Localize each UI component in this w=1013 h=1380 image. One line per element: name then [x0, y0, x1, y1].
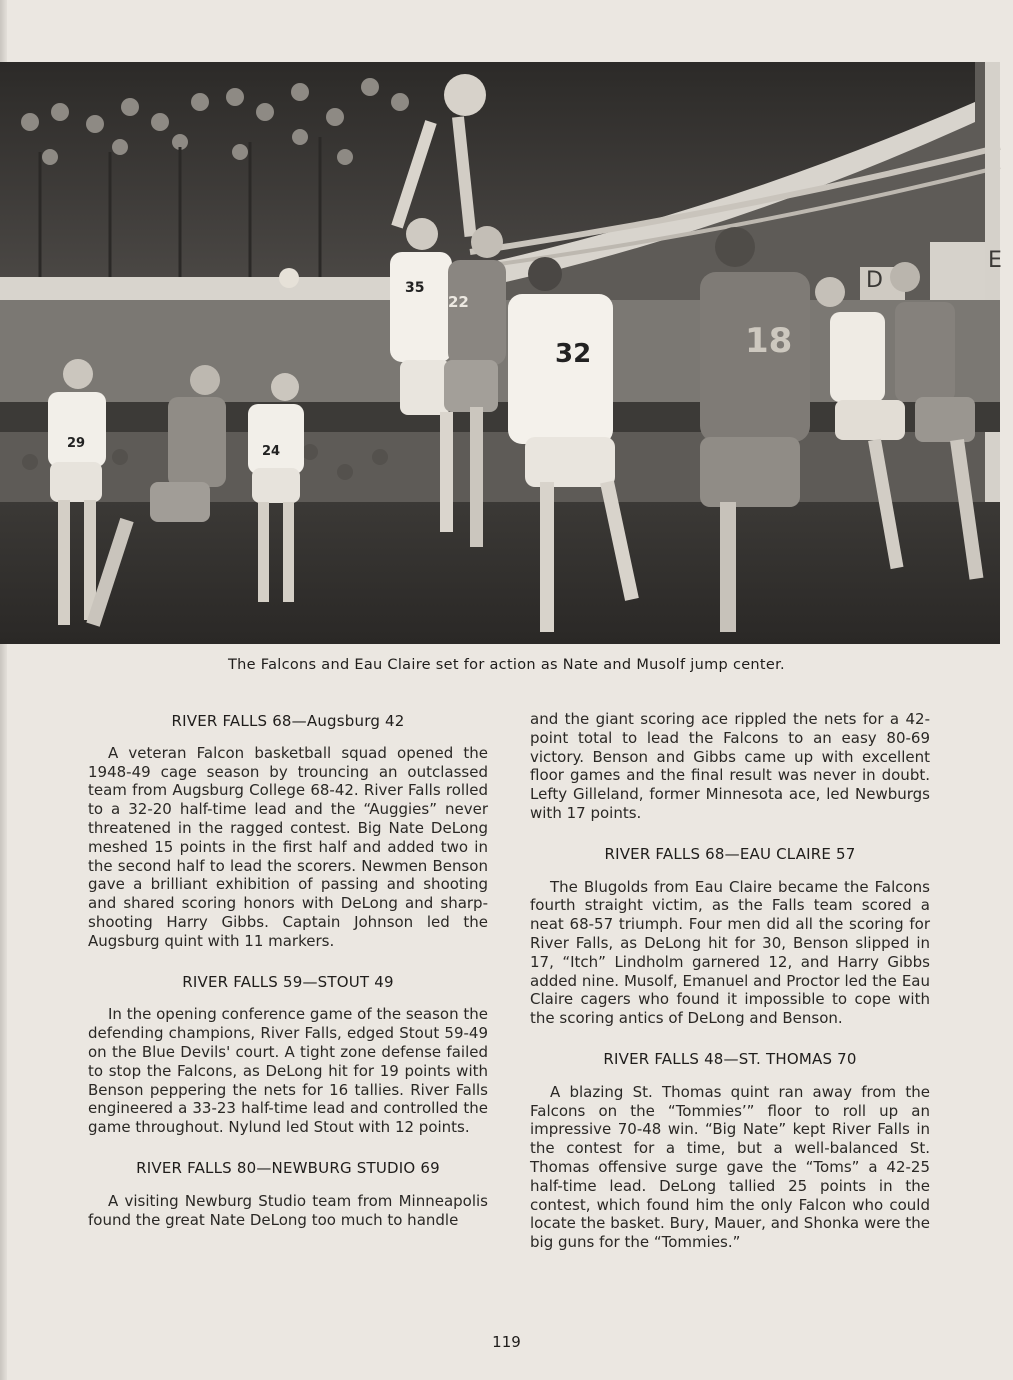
jersey-number-18: 18 [745, 321, 793, 361]
headline-eau-claire: RIVER FALLS 68—EAU CLAIRE 57 [604, 844, 856, 863]
jersey-number-22: 22 [448, 293, 469, 311]
article-st-thomas: A blazing St. Thomas quint ran away from the Falcons on the “Tommies’” floor to roll up an impressive 70-48 win. “Big Nate” kept River Falls in the contest for a time, but a well-balanced St. Thomas offensive surge gave the “Toms” a 42-25 half-time lead. DeLong tallied 25 points in the contest, which found him the only Falcon who could locate the basket. Bury, Mauer, and Shonka were the big guns for the “Tommies.” [530, 1082, 930, 1252]
jersey-number-35: 35 [405, 280, 425, 296]
basketball-game-photo [0, 62, 1000, 644]
article-newburg-studio-start: A visiting Newburg Studio team from Minneapolis found the great Nate DeLong too much to handle [88, 1191, 488, 1229]
left-column [88, 708, 488, 1251]
photo-caption: The Falcons and Eau Claire set for action as Nate and Musolf jump center. [228, 657, 785, 673]
headline-augsburg: RIVER FALLS 68—Augsburg 42 [171, 712, 405, 730]
wall-letter-d: D [866, 268, 883, 293]
article-eau-claire: The Blugolds from Eau Claire became the Falcons fourth straight victim, as the Falls team scored a neat 68-57 triumph. Four men did all the scoring for River Falls, as DeLong hit for 30, Benson slipped in 17, “Itch” Lindholm garnered 12, and Harry Gibbs added nine. Musolf, Emanuel and Proctor led the Eau Claire cagers who found it impossible to cope with the scoring antics of DeLong and Benson. [530, 877, 930, 1028]
wall-letter-e: E [988, 248, 1002, 273]
right-column [530, 710, 930, 1274]
headline-stout: RIVER FALLS 59—STOUT 49 [182, 972, 394, 991]
headline-newburg-studio: RIVER FALLS 80—NEWBURG STUDIO 69 [136, 1158, 440, 1177]
article-augsburg: A veteran Falcon basketball squad opened the 1948-49 cage season by trouncing an outclassed team from Augsburg College 68-42. River Falls rolled to a 32-20 half-time lead and the “Auggies” never threatened in the ragged contest. Big Nate DeLong meshed 15 points in the first half and added two in the second half to lead the scorers. Newmen Benson gave a brilliant exhibition of passing and shooting and shared scoring honors with DeLong and sharp-shooting Harry Gibbs. Captain Johnson led the Augsburg quint with 11 markers. [88, 743, 488, 950]
basketball [444, 74, 486, 116]
jersey-number-24: 24 [262, 444, 281, 459]
article-stout: In the opening conference game of the season the defending champions, River Falls, edged Stout 59-49 on the Blue Devils' court. A tight zone defense failed to stop the Falcons, as DeLong hit for 19 points with Benson peppering the nets for 16 tallies. River Falls engineered a 33-23 half-time lead and controlled the game throughout. Nylund led Stout with 12 points. [88, 1005, 488, 1137]
article-newburg-studio-continued: and the giant scoring ace rippled the nets for a 42-point total to lead the Falcons to an easy 80-69 victory. Benson and Gibbs came up with excellent floor games and the final result was never in doubt. Lefty Gilleland, former Minnesota ace, led Newburgs with 17 points. [530, 710, 930, 822]
page-number: 119 [492, 1333, 521, 1351]
jersey-number-29: 29 [67, 436, 86, 451]
jersey-number-32: 32 [555, 339, 592, 369]
headline-st-thomas: RIVER FALLS 48—ST. THOMAS 70 [603, 1049, 857, 1068]
